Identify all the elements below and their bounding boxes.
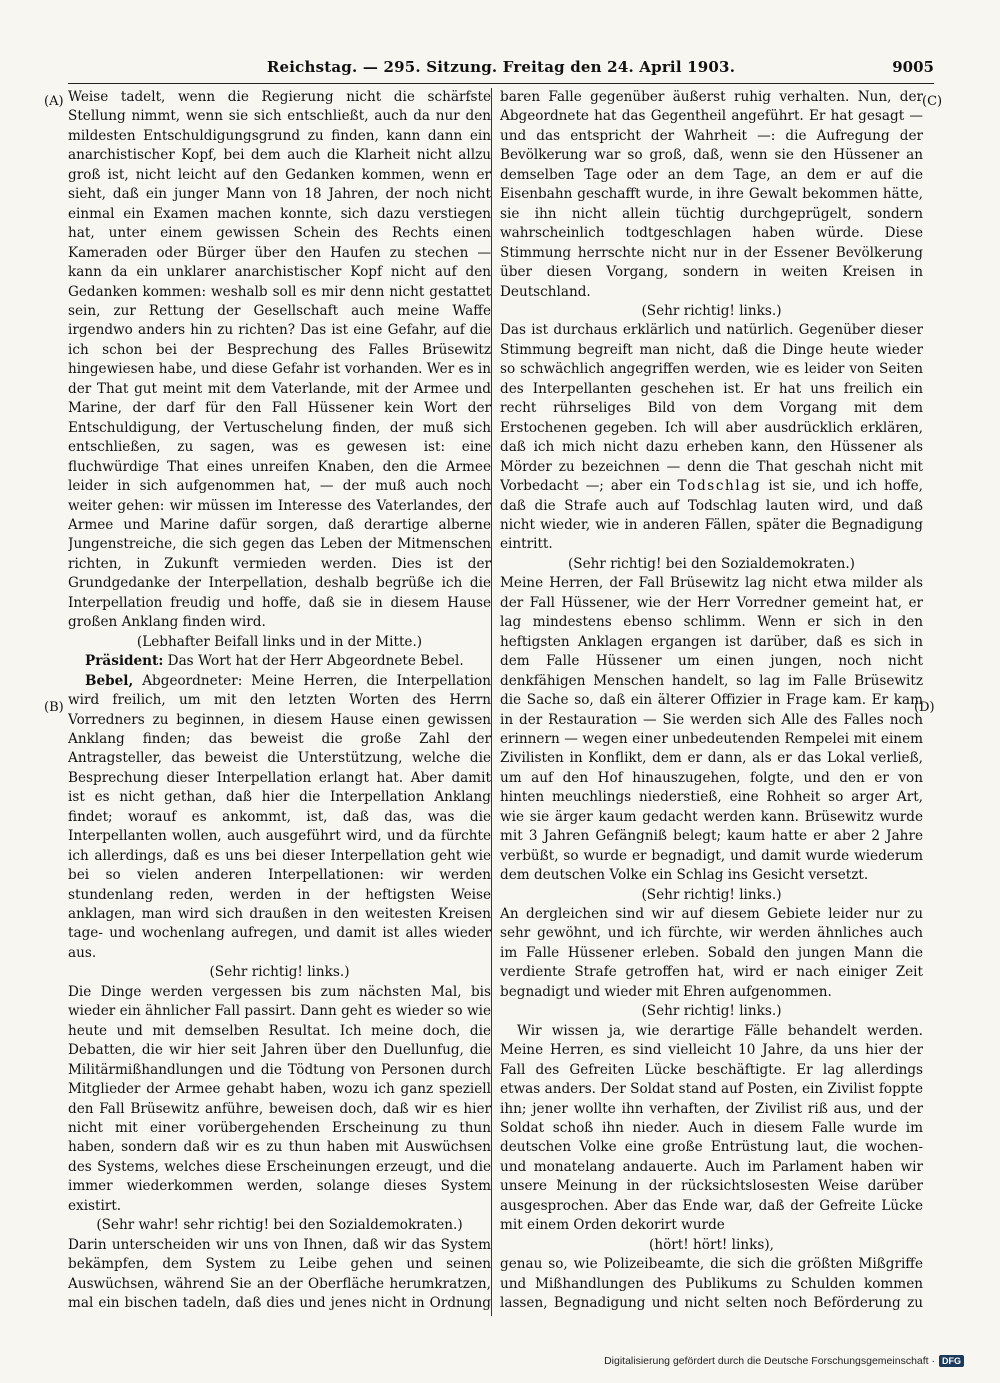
interjection: (Sehr richtig! bei den Sozialdemokraten.) [568,555,855,572]
speaker-bebel: Bebel, [85,672,134,689]
header-title: Reichstag. — 295. Sitzung. Freitag den 24. April 1903. [266,58,736,76]
interjection: (Sehr richtig! links.) [209,964,350,981]
paragraph [68,672,491,964]
paragraph: Darin unterscheiden wir uns von Ihnen, daß wir das System bekämpfen, dem System zu Leibe gehen und seinen Auswüchsen, während Sie an der Oberfläche herumkratzen, mal ein bischen tadeln, daß dies und jenes nicht in Ordnung [68,1236,491,1312]
page-number: 9005 [892,58,934,76]
running-header [68,58,934,82]
margin-marker-a: (A) [44,94,64,109]
interjection: (Sehr richtig! links.) [641,886,782,903]
footer-credit [604,1355,964,1367]
left-column [68,88,491,1316]
paragraph: Das ist durchaus erklärlich und natürlich. Gegenüber dieser Stimmung begreift man nicht, daß die Dinge heute wieder so schwächlich angegriffen werden, wie es leider von Seiten des Interpellanten geschehen ist. Er hat uns freilich ein recht rührseliges Bild von dem Vorgang mit dem Erstochenen gegeben. Ich will aber ausdrücklich erklären, daß ich mich nicht dazu erheben kann, den Hüssener als Mörder zu bezeichnen — denn die That geschah nicht mit Vorbedacht —; aber ein Todschlag ist sie, und ich hoffe, daß die Strafe auch auf Todschlag lauten wird, und daß nicht wieder, wie in anderen Fällen, später die Begnadigung eintritt. [500,322,923,553]
dfg-logo: DFG [939,1355,964,1367]
footer-text: Digitalisierung gefördert durch die Deutsche Forschungsgemeinschaft · [604,1355,935,1367]
margin-marker-c: (C) [922,94,943,109]
interjection: (Sehr richtig! links.) [641,1003,782,1020]
emphasis: Todschlag [677,478,762,495]
margin-marker-b: (B) [44,700,64,715]
speaker-text: Abgeordneter: Meine Herren, die Interpellation wird freilich, um mit den letzten Worten des Herrn Vorredners zu beginnen, in diesem Hause einen gewissen Anklang finden; das beweist die große Zahl der Antragsteller, das beweist die Unterstützung, welche die Besprechung dieser Interpellation erlangt hat. Aber damit ist es nicht gethan, daß hier die Interpellation Anklang findet; worauf es ankommt, ist, daß das, was die Interpellanten wollen, auch ausgeführt wird, und da fürchte ich allerdings, daß es uns bei dieser Interpellation geht wie bei so vielen anderen Interpellationen: wir werden stundenlang reden, werden in der heftigsten Weise anklagen, man wird sich draußen in den weitesten Kreisen tage- und wochenlang aufregen, und damit ist alles wieder aus. [68,672,491,961]
paragraph: Weise tadelt, wenn die Regierung nicht die schärfste Stellung nimmt, wenn sie sich entschließt, auch da nur den mildesten Entschuldigungsgrund zu finden, kann dann ein anarchistischer Kopf, bei dem auch die Klarheit nicht allzu groß ist, nicht leicht auf den Gedanken kommen, wenn er sieht, daß ein junger Mann von 18 Jahren, der noch nicht einmal ein Examen machen konnte, sich dazu verstiegen hat, unter einem gewissen Schein des Rechts einen Kameraden oder Bürger über den Haufen zu stechen — kann da ein unklarer anarchistischer Kopf nicht auf den Gedanken kommen: weshalb soll es mir denn nicht gestattet sein, zur Rettung der Gesellschaft auch meine Waffe irgendwo anders hin zu richten? Das ist eine Gefahr, auf die ich schon bei der Besprechung des Falles Brüsewitz hingewiesen habe, und diese Gefahr ist vorhanden. Wer es in der That gut meint mit dem Vaterlande, mit der Armee und Marine, der darf für den Fall Hüssener kein Wort der Entschuldigung, der Vertuschelung finden, der muß sich entschließen, zu sagen, was es gewesen ist: eine fluchwürdige That eines unreifen Knaben, den die Armee leider in sich aufgenommen hat, — der muß auch noch weiter gehen: wir müssen im Interesse des Vaterlandes, der Armee und Marine dafür sorgen, daß derartige alberne Jungenstreiche, die sich gegen das Leben der Mitmenschen richten, in Zukunft vermieden werden. Dies ist der Grundgedanke der Interpellation, deshalb begrüße ich die Interpellation freudig und hoffe, daß sie in diesem Hause großen Anklang finden wird. [68,89,491,631]
right-column [500,88,923,1316]
paragraph: Meine Herren, der Fall Brüsewitz lag nicht etwa milder als der Fall Hüssener, wie der Herr Vorredner gemeint hat, er lag mindestens ebenso schlimm. Wenn er sich in den heftigsten Anklagen ergangen ist darüber, daß es sich in dem Falle Hüssener um einen jungen, noch nicht denkfähigen Menschen handelt, so lag im Falle Brüsewitz die Sache so, daß ein älterer Offizier in Frage kam. Er kam in der Restauration — Sie werden sich Alle des Falles noch erinnern — wegen einer unbedeutenden Rempelei mit einem Zivilisten in Konflikt, dem er dann, als er das Lokal verließ, um auf den Hof hinauszugehen, folgte, und den er von hinten meuchlings niederstieß, eine Rohheit so arger Art, wie sie ärger kaum gedacht werden kann. Brüsewitz wurde mit 3 Jahren Gefängniß belegt; kaum hatte er aber 2 Jahre verbüßt, so wurde er begnadigt, und damit wurde wiederum dem deutschen Volke ein Schlag ins Gesicht versetzt. [500,575,923,884]
speaker-president: Präsident: [85,653,164,670]
speaker-text: Das Wort hat der Herr Abgeordnete Bebel. [167,653,464,670]
paragraph: An dergleichen sind wir auf diesem Gebiete leider nur zu sehr gewöhnt, und ich fürchte, wir werden ähnliches auch im Falle Hüssener erleben. Sobald den jungen Mann die verdiente Strafe getroffen hat, wird er nach einiger Zeit begnadigt und wieder mit Ehren aufgenommen. [500,906,923,1000]
paragraph: Wir wissen ja, wie derartige Fälle behandelt werden. Meine Herren, es sind vielleicht 10 Jahre, da uns hier der Fall des Gefreiten Lücke beschäftigte. Er lag allerdings etwas anders. Der Soldat stand auf Posten, ein Zivilist foppte ihn; jener wollte ihn verhaften, der Zivilist riß aus, und der Soldat schoß ihn nieder. Auch in diesem Falle wurde im deutschen Volke eine große Entrüstung laut, die wochen- und monatelang andauerte. Auch im Parlament haben wir unsere Meinung in der rücksichtslosesten Weise darüber ausgesprochen. Aber das Ende war, daß der Gefreite Lücke mit einem Orden dekorirt wurde [500,1022,923,1234]
interjection: (Lebhafter Beifall links und in der Mitte.) [136,633,423,650]
paragraph: Die Dinge werden vergessen bis zum nächsten Mal, bis wieder ein ähnlicher Fall passirt. Dann geht es wieder so wie heute und mit demselben Resultat. Ich meine doch, die Debatten, die wir hier seit Jahren über den Duellunfug, die Militärmißhandlungen und die Tödtung von Personen durch Mitglieder der Armee gehabt haben, wozu ich ganz speziell den Fall Brüsewitz anführe, beweisen doch, daß wir es hier nicht mit einer vorübergehenden Erscheinung zu thun haben, sondern daß wir es zu thun haben mit Auswüchsen des Systems, welches diese Erscheinungen erzeugt, und die immer wiederkommen werden, solange dieses System existirt. [68,983,491,1214]
interjection: (hört! hört! links), [649,1236,774,1253]
paragraph: genau so, wie Polizeibeamte, die sich die größten Mißgriffe und Mißhandlungen des Publikums zu Schulden kommen lassen, Begnadigung und nicht selten noch Beförderung zu [500,1256,923,1312]
paragraph [68,652,491,671]
paragraph: baren Falle gegenüber äußerst ruhig verhalten. Nun, der Abgeordnete hat das Gegentheil angeführt. Er hat gesagt — und das entspricht der Wahrheit —: die Aufregung der Bevölkerung war so groß, daß, wenn sie den Hüssener an demselben Tage oder an dem Tage, an dem er auf die Eisenbahn geschafft wurde, in ihre Gewalt bekommen hätte, sie ihn nicht allein tüchtig durchgeprügelt, sondern wahrscheinlich todtgeschlagen haben würde. Diese Stimmung herrschte nicht nur in der Essener Bevölkerung über diesen Vorgang, sondern in weiten Kreisen in Deutschland. [500,89,923,300]
margin-marker-d: (D) [914,700,935,715]
interjection: (Sehr richtig! links.) [641,302,782,319]
column-divider [491,88,492,1316]
header-rule [68,83,934,84]
interjection: (Sehr wahr! sehr richtig! bei den Sozialdemokraten.) [96,1217,463,1234]
